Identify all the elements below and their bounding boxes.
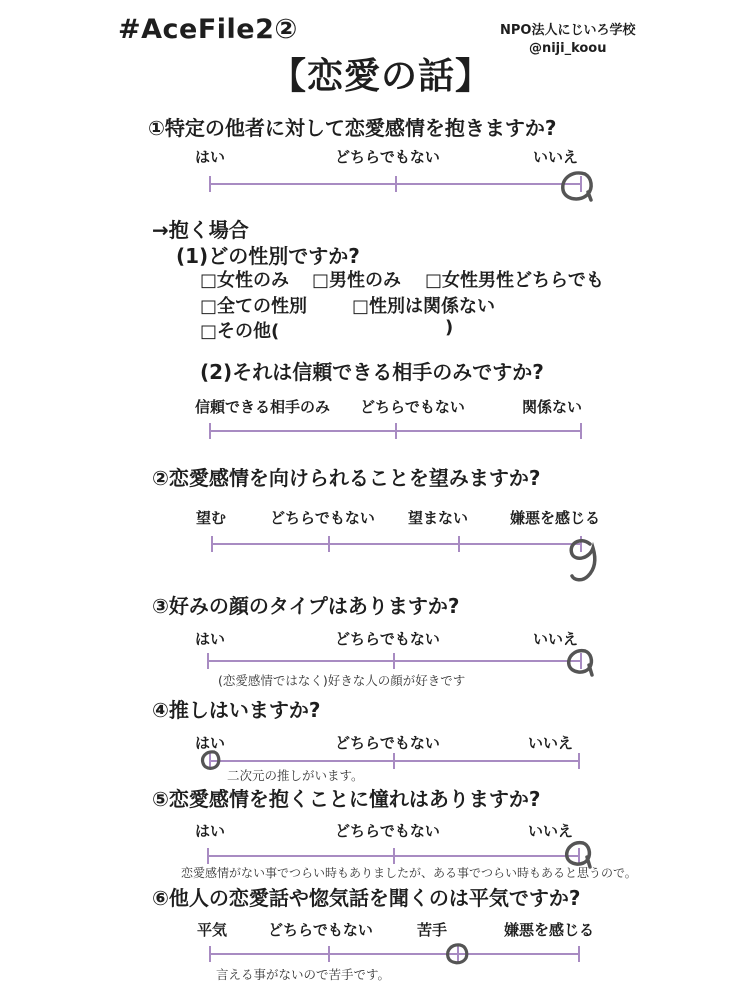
q6-scale-label-2: 苦手 xyxy=(417,921,448,939)
q5-tick-0 xyxy=(207,848,209,864)
q4-scale-label-2: いいえ xyxy=(528,734,574,752)
q3-tick-0 xyxy=(207,653,209,669)
option-male-only: □男性のみ xyxy=(312,270,402,291)
q3-scale-label-1: どちらでもない xyxy=(335,630,440,648)
option-female-only: □女性のみ xyxy=(200,270,290,291)
org-handle: @niji_koou xyxy=(528,41,607,56)
follow-scale-label-1: どちらでもない xyxy=(360,398,465,416)
follow-tick-2 xyxy=(580,423,582,439)
q6-tick-0 xyxy=(209,946,211,962)
q4-scale-line xyxy=(210,760,580,762)
q4-tick-1 xyxy=(393,753,395,769)
q6-tick-3 xyxy=(578,946,580,962)
q1-tick-0 xyxy=(209,176,211,192)
q6-scale-label-1: どちらでもない xyxy=(268,921,373,939)
question-2: ②恋愛感情を向けられることを望みますか? xyxy=(152,466,541,490)
follow-sub2: (2)それは信頼できる相手のみですか? xyxy=(200,360,544,384)
org-credit xyxy=(500,22,635,58)
follow-tick-1 xyxy=(395,423,397,439)
page-title: 【恋愛の話】 xyxy=(270,56,493,97)
hashtag: #AceFile2② xyxy=(118,14,298,45)
q1-answer-circle xyxy=(555,168,600,206)
q3-scale-label-0: はい xyxy=(195,630,226,648)
q2-scale-label-0: 望む xyxy=(196,509,227,527)
q3-note: (恋愛感情ではなく)好きな人の顔が好きです xyxy=(218,673,466,688)
question-5: ⑤恋愛感情を抱くことに憧れはありますか? xyxy=(152,787,541,811)
q6-scale-label-3: 嫌悪を感じる xyxy=(504,921,595,939)
q6-tick-1 xyxy=(328,946,330,962)
q2-scale-line xyxy=(212,543,582,545)
option-gender-irrelevant: □性別は関係ない xyxy=(352,296,496,317)
q1-tick-1 xyxy=(395,176,397,192)
follow-heading: →抱く場合 xyxy=(152,218,249,242)
option-either: □女性男性どちらでも xyxy=(425,270,604,291)
question-1: ①特定の他者に対して恋愛感情を抱きますか? xyxy=(148,116,557,140)
follow-scale-label-2: 関係ない xyxy=(522,398,583,416)
q3-scale-line xyxy=(208,660,582,662)
question-3: ③好みの顔のタイプはありますか? xyxy=(152,594,460,618)
q5-tick-1 xyxy=(393,848,395,864)
q2-scale-label-2: 望まない xyxy=(408,509,469,527)
q1-scale-label-1: どちらでもない xyxy=(335,148,440,166)
q3-tick-1 xyxy=(393,653,395,669)
q5-scale-label-1: どちらでもない xyxy=(335,822,440,840)
q6-note: 言える事がないので苦手です。 xyxy=(216,967,391,982)
question-4: ④推しはいますか? xyxy=(152,698,321,722)
q3-answer-circle xyxy=(563,647,599,681)
q5-scale-label-0: はい xyxy=(195,822,226,840)
q6-answer-circle xyxy=(442,941,474,971)
option-all-genders: □全ての性別 xyxy=(200,296,308,317)
q6-scale-label-0: 平気 xyxy=(197,921,228,939)
q2-tick-2 xyxy=(458,536,460,552)
q2-tick-1 xyxy=(328,536,330,552)
q4-answer-circle xyxy=(198,748,226,776)
q2-scale-label-3: 嫌悪を感じる xyxy=(510,509,601,527)
q6-scale-line xyxy=(210,953,580,955)
follow-scale-label-0: 信頼できる相手のみ xyxy=(195,398,331,416)
q4-scale-label-1: どちらでもない xyxy=(335,734,440,752)
q1-scale-label-2: いいえ xyxy=(533,148,579,166)
q4-tick-2 xyxy=(578,753,580,769)
q2-answer-circle xyxy=(560,532,606,584)
q5-note: 恋愛感情がない事でつらい時もありましたが、ある事でつらい時もあると思うので。 xyxy=(181,866,637,880)
q1-scale-label-0: はい xyxy=(195,148,226,166)
q4-note: 二次元の推しがいます。 xyxy=(227,768,364,783)
q3-scale-label-2: いいえ xyxy=(533,630,579,648)
q2-scale-label-1: どちらでもない xyxy=(270,509,375,527)
question-6: ⑥他人の恋愛話や惚気話を聞くのは平気ですか? xyxy=(152,886,581,910)
q5-scale-label-2: いいえ xyxy=(528,822,574,840)
org-name: NPO法人にじいろ学校 xyxy=(500,23,636,38)
follow-sub1: (1)どの性別ですか? xyxy=(176,244,360,268)
option-other: □その他( xyxy=(200,321,280,342)
q2-tick-0 xyxy=(211,536,213,552)
q4-scale-label-0: はい xyxy=(195,734,226,752)
follow-tick-0 xyxy=(209,423,211,439)
option-other-close: ) xyxy=(445,317,454,338)
